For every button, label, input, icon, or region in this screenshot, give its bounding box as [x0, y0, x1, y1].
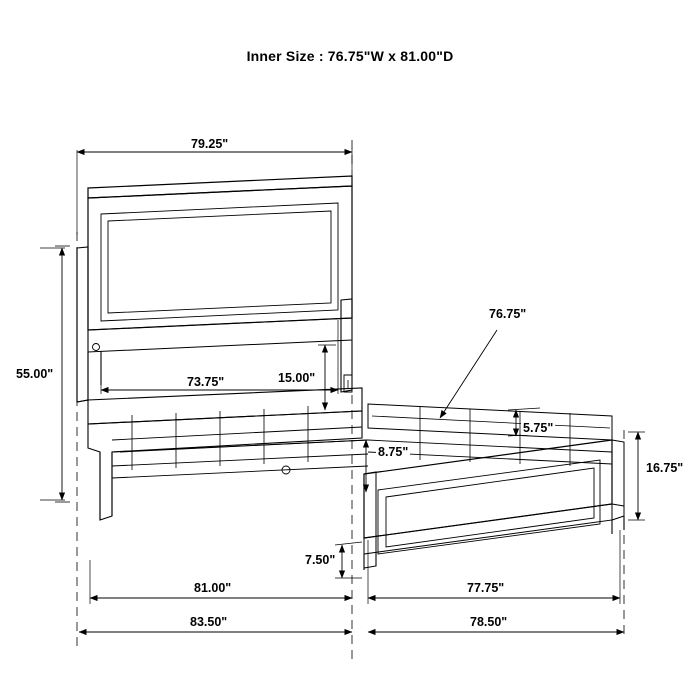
dim-overall-length-right: 78.50": [470, 615, 508, 629]
dim-rail-thickness: 5.75": [523, 421, 554, 435]
dim-overall-length-left: 83.50": [190, 615, 228, 629]
dim-footboard-clearance: 7.50": [305, 553, 336, 567]
dim-side-length-left: 81.00": [194, 581, 232, 595]
dim-headboard-top-to-deck: 15.00": [278, 371, 316, 385]
dim-deck-height: 8.75": [378, 445, 409, 459]
dim-inner-rail-length: 76.75": [489, 307, 527, 321]
dim-headboard-panel-width: 73.75": [187, 375, 225, 389]
dim-side-length-right: 77.75": [467, 581, 505, 595]
page-title: Inner Size : 76.75"W x 81.00"D: [246, 48, 454, 64]
dim-overall-height: 55.00": [16, 367, 54, 381]
dim-footboard-height: 16.75": [646, 461, 684, 475]
dim-headboard-width: 79.25": [191, 137, 229, 151]
